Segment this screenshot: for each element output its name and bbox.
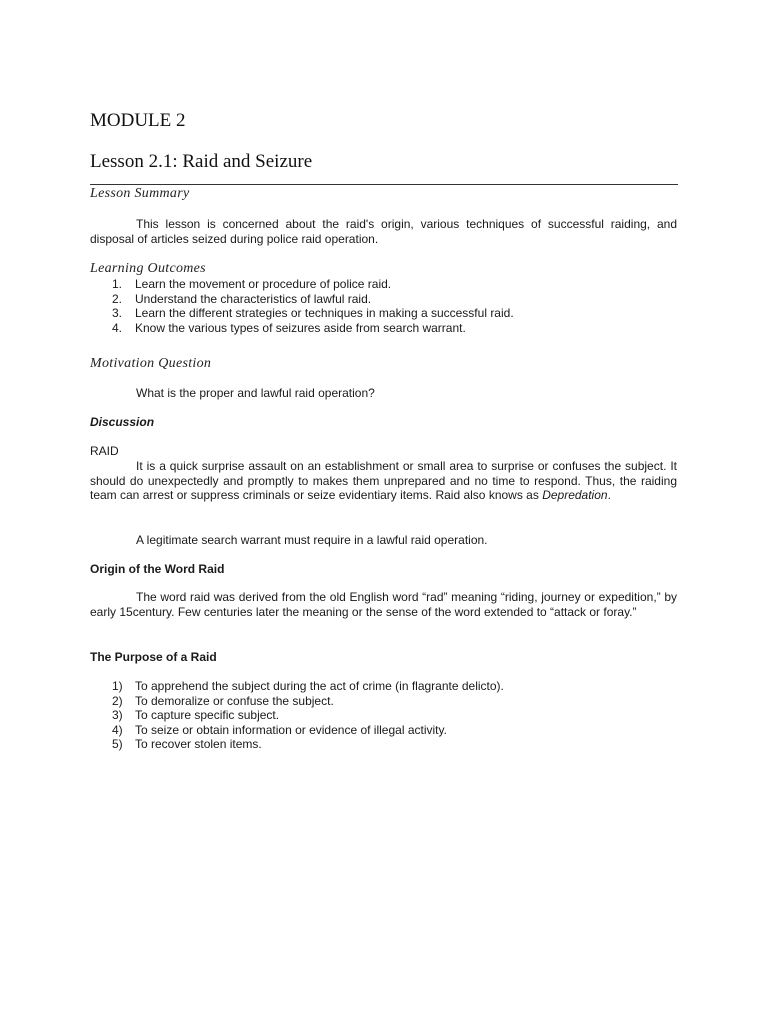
list-item: [90, 306, 677, 321]
motivation-question: What is the proper and lawful raid operation?: [136, 386, 375, 400]
lesson-summary-heading: Lesson Summary: [90, 186, 190, 201]
list-item-text: To demoralize or confuse the subject.: [135, 693, 334, 708]
list-item-text: To recover stolen items.: [135, 737, 262, 752]
list-item-number: 3.: [112, 306, 123, 321]
list-item-number: 4): [112, 722, 123, 737]
list-item-text: Learn the different strategies or techniques in making a successful raid.: [135, 306, 514, 321]
motivation-heading: Motivation Question: [90, 356, 212, 371]
list-item: [90, 737, 677, 752]
list-item-number: 4.: [112, 320, 123, 335]
list-item-number: 2): [112, 693, 123, 708]
purpose-list: [90, 679, 677, 752]
list-item-text: To seize or obtain information or evidence of illegal activity.: [135, 722, 447, 737]
raid-label: RAID: [90, 444, 119, 458]
list-item: [90, 723, 677, 738]
list-item-text: To apprehend the subject during the act of crime (in flagrante delicto).: [135, 679, 504, 693]
list-item-text: Learn the movement or procedure of police raid.: [135, 277, 392, 291]
list-item: [90, 708, 677, 723]
list-item-number: 5): [112, 737, 123, 752]
list-item: [90, 277, 677, 292]
list-item: [90, 679, 677, 694]
purpose-heading: The Purpose of a Raid: [90, 650, 217, 664]
lesson-summary-text: This lesson is concerned about the raid's origin, various techniques of successful raiding, and disposal of articles seized during police raid operation.: [90, 217, 677, 246]
list-item-number: 1.: [112, 277, 123, 291]
list-item: [90, 321, 677, 336]
list-item-text: Understand the characteristics of lawful raid.: [135, 291, 372, 306]
origin-heading: Origin of the Word Raid: [90, 562, 225, 576]
raid-term: Depredation: [542, 488, 608, 503]
list-item-number: 3): [112, 708, 123, 723]
learning-outcomes-list: [90, 277, 677, 335]
raid-definition: [90, 459, 677, 503]
list-item-number: 2.: [112, 291, 123, 306]
list-item: [90, 694, 677, 709]
module-title: MODULE 2: [90, 110, 186, 131]
list-item-text: To capture specific subject.: [135, 708, 280, 723]
warrant-text: A legitimate search warrant must require in a lawful raid operation.: [136, 533, 488, 547]
list-item-text: Know the various types of seizures aside from search warrant.: [135, 320, 466, 335]
list-item: [90, 292, 677, 307]
discussion-heading: Discussion: [90, 415, 155, 429]
learning-outcomes-heading: Learning Outcomes: [90, 261, 206, 276]
raid-definition-end: .: [607, 488, 611, 503]
origin-text: The word raid was derived from the old English word “rad” meaning “riding, journey or expedition,” by early 15century. Few centuries later the meaning or the sense of the word extended to “attack or foray.”: [90, 590, 677, 619]
raid-definition-text: It is a quick surprise assault on an establishment or small area to surprise or confuses the subject. It should do unexpectedly and promptly to makes them unprepared and no time to respond. Thus, the raiding team can arrest or suppress criminals or seize evidentiary items. Raid also knows as: [90, 459, 677, 503]
title-divider: [90, 184, 678, 185]
lesson-title: Lesson 2.1: Raid and Seizure: [90, 151, 313, 172]
list-item-number: 1): [112, 679, 123, 693]
